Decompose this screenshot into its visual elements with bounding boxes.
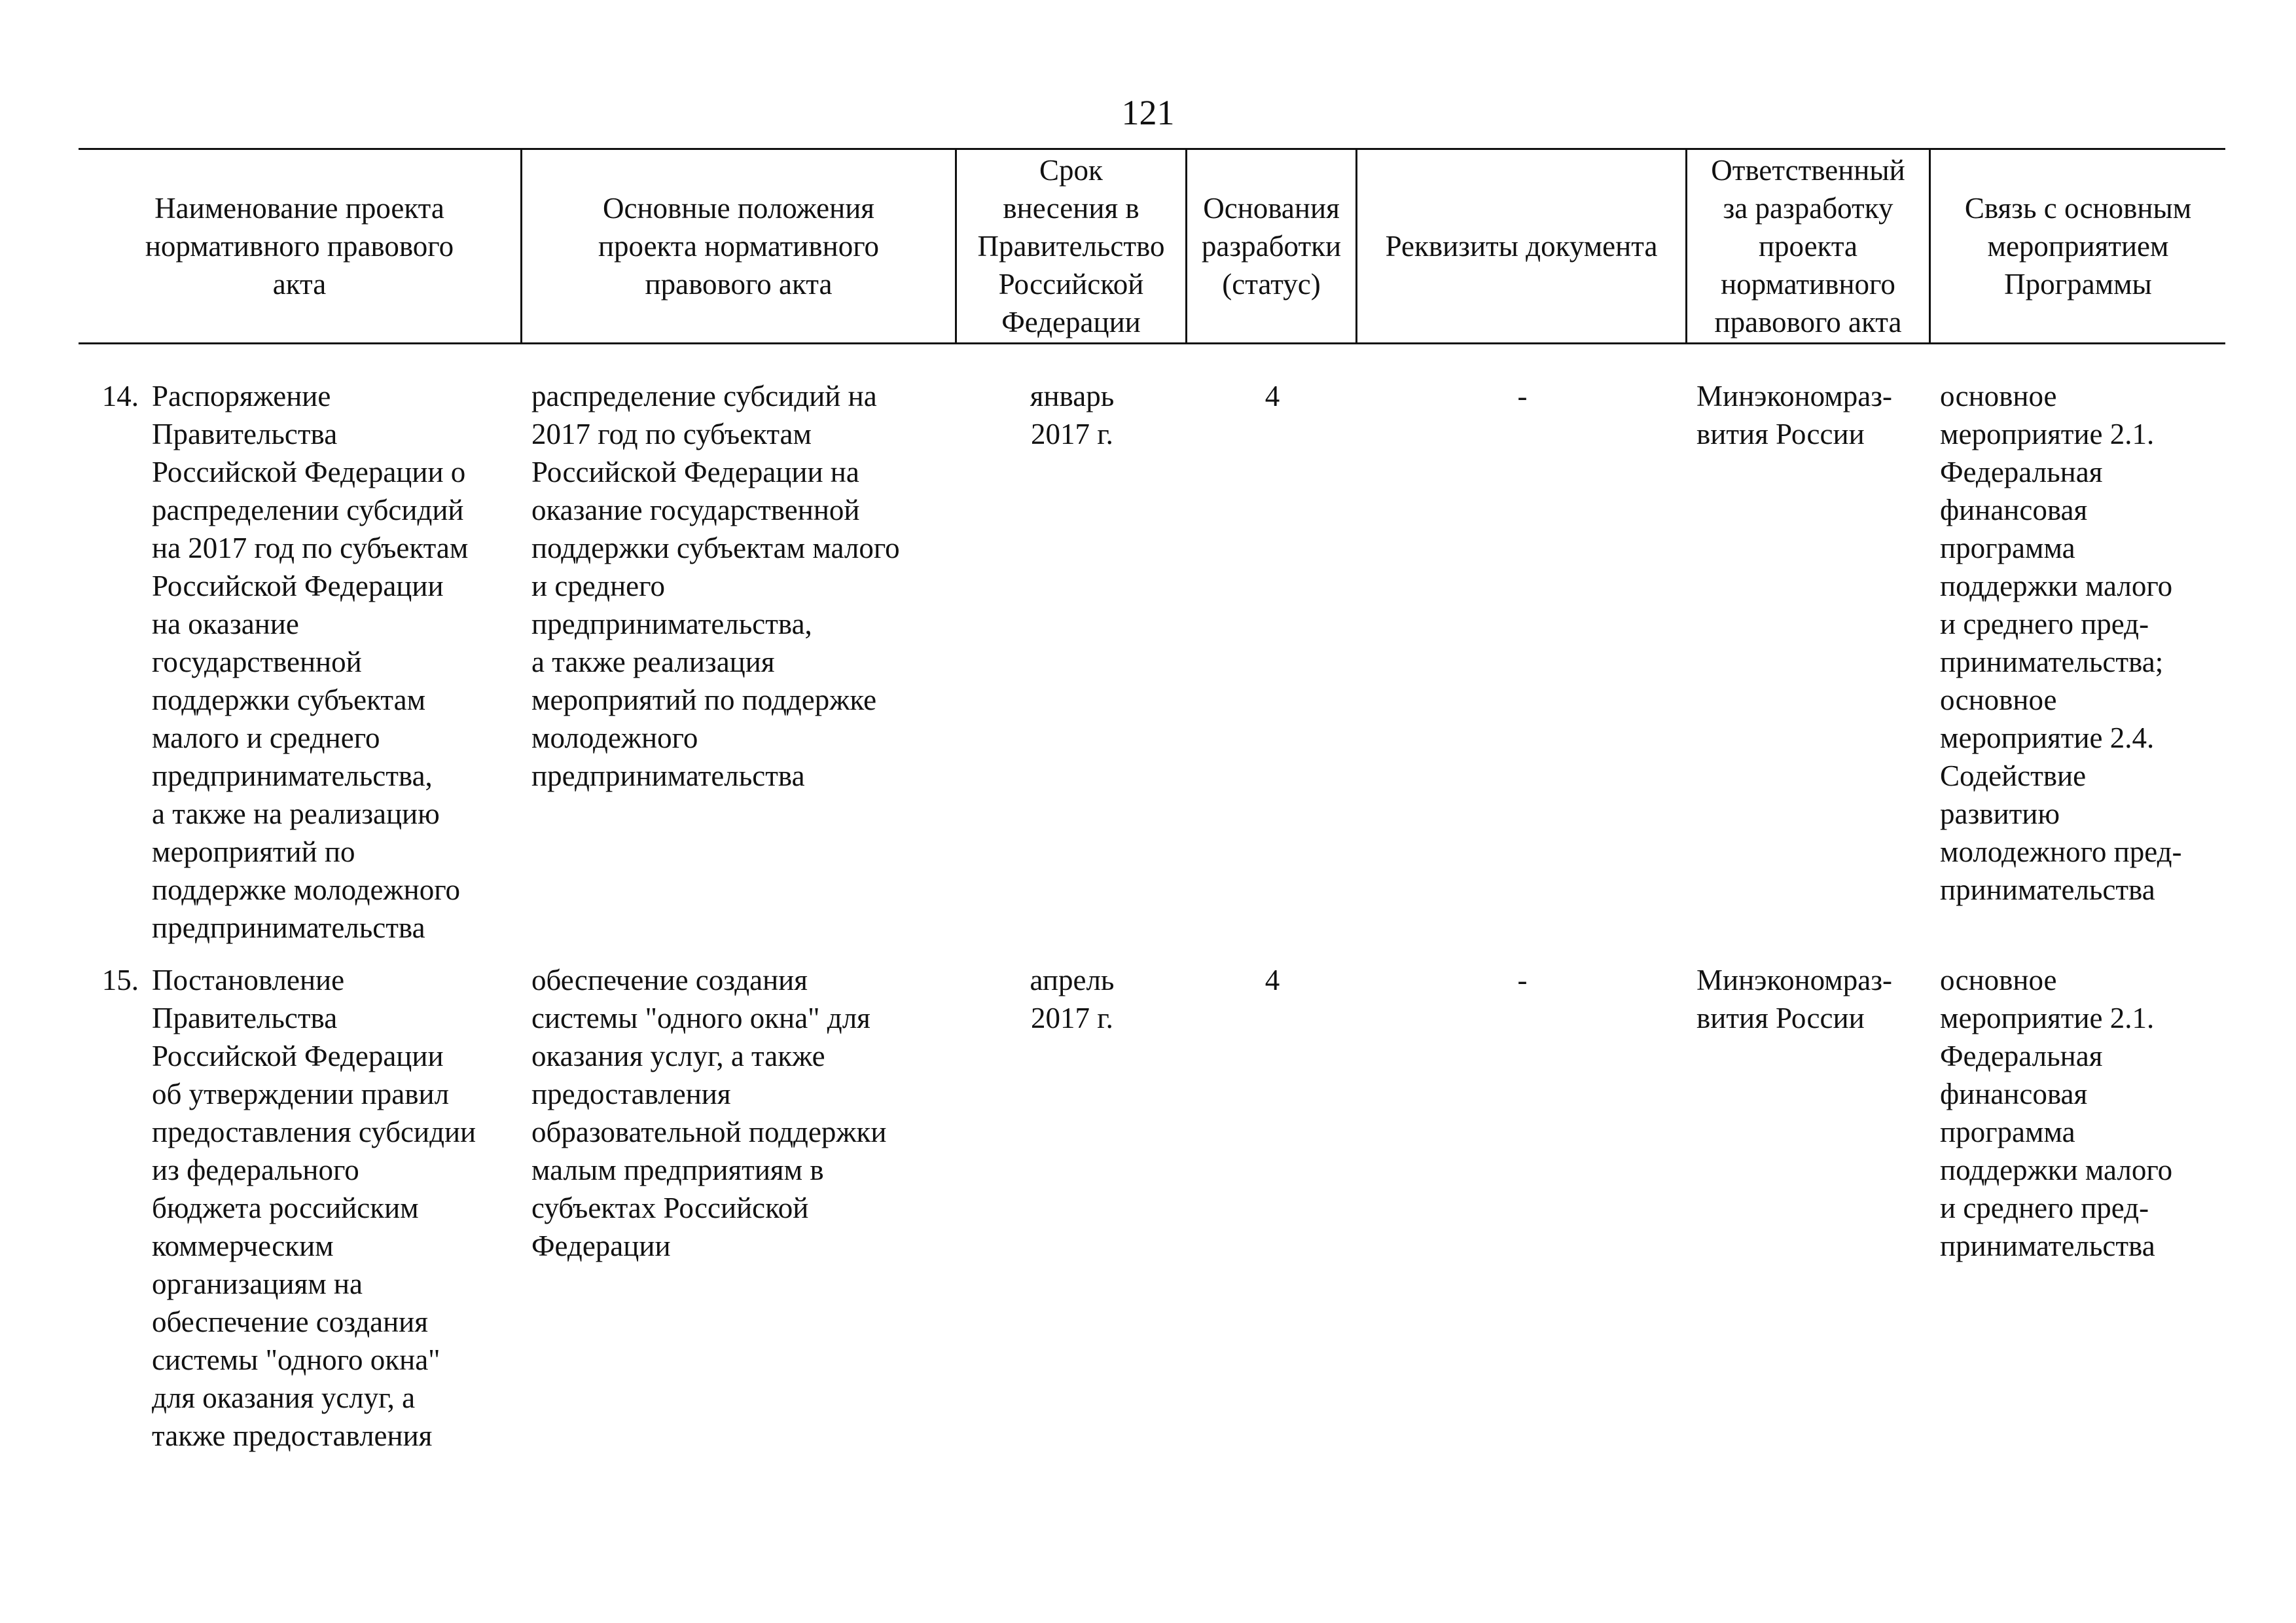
- row-link: основное мероприятие 2.1. Федеральная финансовая программа поддержки малого и среднего пред- принимательства; основное мероприятие 2.4. Содействие развитию молодежного пред- принимательства: [1940, 380, 2182, 906]
- row-name: Постановление Правительства Российской Федерации об утверждении правил предоставления субсидии из федерального бюджета российским коммерческим организациям на обеспечение создания системы "одного окна" для оказания услуг, а также предоставления: [152, 964, 476, 1452]
- header-requisites: Реквизиты документа: [1357, 150, 1687, 342]
- header-responsible: Ответственный за разработку проекта нормативного правового акта: [1687, 150, 1931, 342]
- row-basis: 4: [1265, 964, 1280, 996]
- row-requisites: -: [1517, 380, 1528, 412]
- row-deadline: январь 2017 г.: [1030, 380, 1115, 450]
- header-deadline: Срок внесения в Правительство Российской Федерации: [957, 150, 1187, 342]
- header-name: Наименование проекта нормативного правового акта: [79, 150, 522, 342]
- header-provisions: Основные положения проекта нормативного правового акта: [522, 150, 957, 342]
- header-link: Связь с основным мероприятием Программы: [1964, 192, 2192, 301]
- row-basis: 4: [1265, 380, 1280, 412]
- header-basis: Основания разработки (статус): [1187, 150, 1357, 342]
- row-link: основное мероприятие 2.1. Федеральная финансовая программа поддержки малого и среднего пред- принимательства: [1940, 964, 2173, 1262]
- row-provisions: обеспечение создания системы "одного окна" для оказания услуг, а также предоставления образовательной поддержки малым предприятиям в субъектах Российской Федерации: [531, 964, 887, 1262]
- row-responsible: Минэкономраз- вития России: [1696, 380, 1893, 450]
- row-responsible: Минэкономраз- вития России: [1696, 964, 1893, 1034]
- table-header: [79, 148, 2225, 344]
- table-row: [79, 377, 2225, 947]
- row-number: 14.: [101, 380, 139, 412]
- row-provisions: распределение субсидий на 2017 год по субъектам Российской Федерации на оказание государственной поддержки субъектам малого и среднего предпринимательства, а также реализация мероприятий по поддержке молодежного предпринимательства: [531, 380, 900, 792]
- table-body: [79, 377, 2225, 1469]
- table-row: [79, 961, 2225, 1455]
- row-number: 15.: [101, 964, 139, 996]
- row-name: Распоряжение Правительства Российской Федерации о распределении субсидий на 2017 год по субъектам Российской Федерации на оказание государственной поддержки субъектам малого и среднего предпринимательства, а также на реализацию мероприятий по поддержке молодежного предпринимательства: [152, 380, 469, 944]
- page-number: 121: [1121, 93, 1175, 132]
- row-deadline: апрель 2017 г.: [1030, 964, 1115, 1034]
- row-requisites: -: [1517, 964, 1528, 996]
